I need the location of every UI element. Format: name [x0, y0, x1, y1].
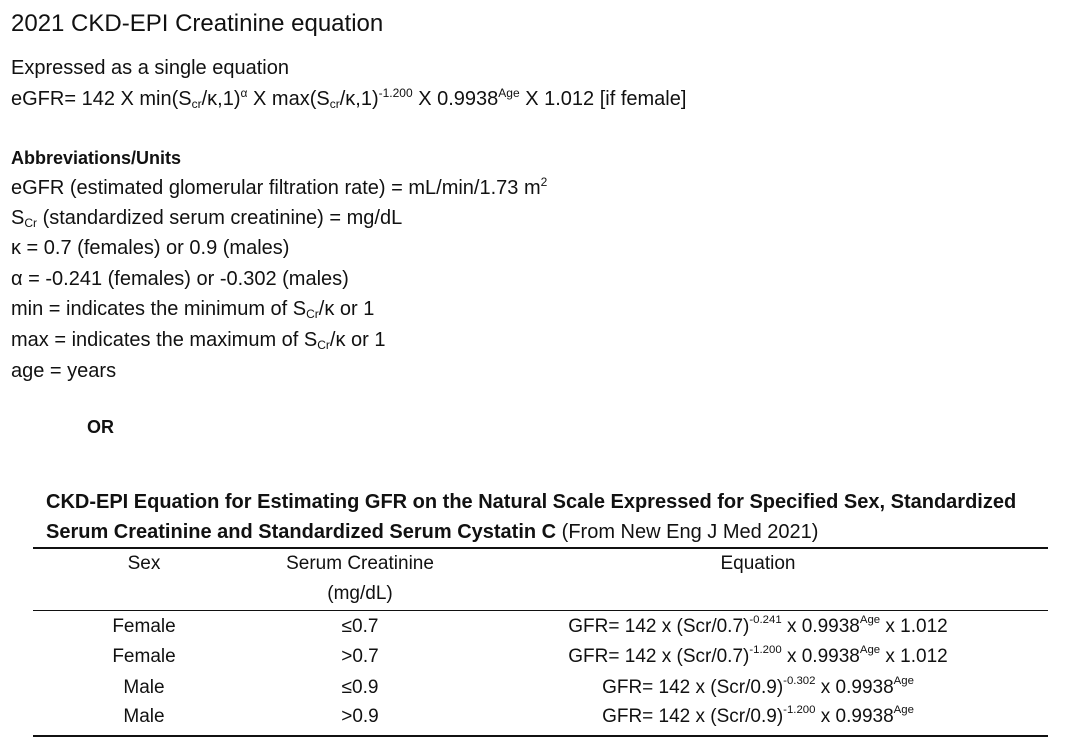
- abbreviations-heading: Abbreviations/Units: [11, 148, 182, 168]
- abbr-min-suffix: /κ or 1: [318, 298, 375, 320]
- abbr-scr: [11, 207, 402, 230]
- row-3-eq-base: GFR= 142 x (Scr/0.9): [602, 677, 784, 698]
- or-label: OR: [87, 417, 114, 437]
- abbr-scr-prefix: S: [11, 207, 25, 229]
- row-2-exponent: -1.200: [749, 644, 782, 656]
- abbr-max-prefix: max = indicates the maximum of S: [11, 329, 318, 351]
- eq-mid-3: /κ,1): [339, 88, 379, 110]
- row-4-eq-mid: x 0.9938: [815, 706, 894, 727]
- eq-prefix: eGFR= 142 X min(S: [11, 88, 192, 110]
- abbr-scr-sub: Cr: [24, 216, 38, 230]
- table-caption-source: (From New Eng J Med 2021): [556, 521, 819, 543]
- row-4-scr: >0.9: [341, 706, 379, 727]
- abbr-kappa: κ = 0.7 (females) or 0.9 (males): [11, 237, 290, 259]
- row-1-equation: [500, 616, 1016, 638]
- row-1-eq-base: GFR= 142 x (Scr/0.7): [568, 616, 750, 637]
- abbr-age: age = years: [11, 360, 117, 382]
- eq-suffix: X 1.012 [if female]: [519, 88, 687, 110]
- row-1-exponent: -0.241: [749, 614, 782, 626]
- row-3-eq-mid: x 0.9938: [815, 677, 894, 698]
- page-title: 2021 CKD-EPI Creatinine equation: [11, 10, 384, 37]
- abbr-egfr-text: eGFR (estimated glomerular filtration rate) = mL/min/1.73 m: [11, 177, 541, 199]
- header-serum-creatinine: Serum Creatinine: [286, 553, 434, 574]
- row-2-eq-base: GFR= 142 x (Scr/0.7): [568, 646, 750, 667]
- eq-sub-cr-1: cr: [191, 97, 202, 111]
- row-4-sex: Male: [123, 706, 165, 727]
- row-4-equation: [500, 706, 1016, 728]
- row-4-eq-base: GFR= 142 x (Scr/0.9): [602, 706, 784, 727]
- abbr-max: [11, 329, 385, 352]
- row-2-eq-mid: x 0.9938: [781, 646, 860, 667]
- eq-mid-4: X 0.9938: [412, 88, 499, 110]
- single-equation-heading: Expressed as a single equation: [11, 57, 289, 79]
- table-caption: [46, 487, 1036, 547]
- abbr-min-sub: Cr: [306, 307, 319, 321]
- row-3-exponent: -0.302: [783, 675, 816, 687]
- row-3-age-sup: Age: [893, 675, 914, 687]
- eq-sub-cr-2: cr: [329, 97, 340, 111]
- row-4-age-sup: Age: [893, 704, 914, 716]
- row-2-scr: >0.7: [341, 646, 379, 667]
- header-equation: Equation: [720, 553, 796, 574]
- row-4-exponent: -1.200: [783, 704, 816, 716]
- table-bottom-rule: [33, 735, 1048, 737]
- row-2-equation: [500, 646, 1016, 668]
- table-caption-bold: CKD-EPI Equation for Estimating GFR on the Natural Scale Expressed for Specified Sex, Standardized Serum Creatinine and Standardized Serum Cystatin C: [46, 491, 1017, 543]
- table-top-rule: [33, 547, 1048, 549]
- eq-sup-alpha: α: [240, 86, 248, 100]
- row-3-scr: ≤0.9: [341, 677, 379, 698]
- abbr-alpha: α = -0.241 (females) or -0.302 (males): [11, 268, 349, 290]
- header-units: (mg/dL): [327, 583, 393, 604]
- table-header-rule: [33, 610, 1048, 611]
- row-1-eq-mid: x 0.9938: [781, 616, 860, 637]
- row-3-sex: Male: [123, 677, 165, 698]
- eq-mid-1: /κ,1): [201, 88, 241, 110]
- eq-sup-exponent: -1.200: [378, 86, 413, 100]
- row-1-scr: ≤0.7: [341, 616, 379, 637]
- row-2-age-sup: Age: [859, 644, 881, 656]
- row-2-sex: Female: [112, 646, 176, 667]
- abbr-max-sub: Cr: [317, 338, 330, 352]
- abbr-min: [11, 298, 374, 321]
- abbr-min-prefix: min = indicates the minimum of S: [11, 298, 307, 320]
- abbr-egfr: [11, 177, 547, 200]
- row-3-equation: [500, 677, 1016, 699]
- abbr-max-suffix: /κ or 1: [329, 329, 386, 351]
- abbr-egfr-sup: 2: [540, 175, 548, 189]
- header-sex: Sex: [127, 553, 161, 574]
- single-equation: [11, 88, 686, 111]
- row-2-eq-tail: x 1.012: [880, 646, 948, 667]
- eq-mid-2: X max(S: [247, 88, 330, 110]
- row-1-eq-tail: x 1.012: [880, 616, 948, 637]
- eq-sup-age: Age: [498, 86, 520, 100]
- row-1-sex: Female: [112, 616, 176, 637]
- abbr-scr-text: (standardized serum creatinine) = mg/dL: [37, 207, 403, 229]
- row-1-age-sup: Age: [859, 614, 881, 626]
